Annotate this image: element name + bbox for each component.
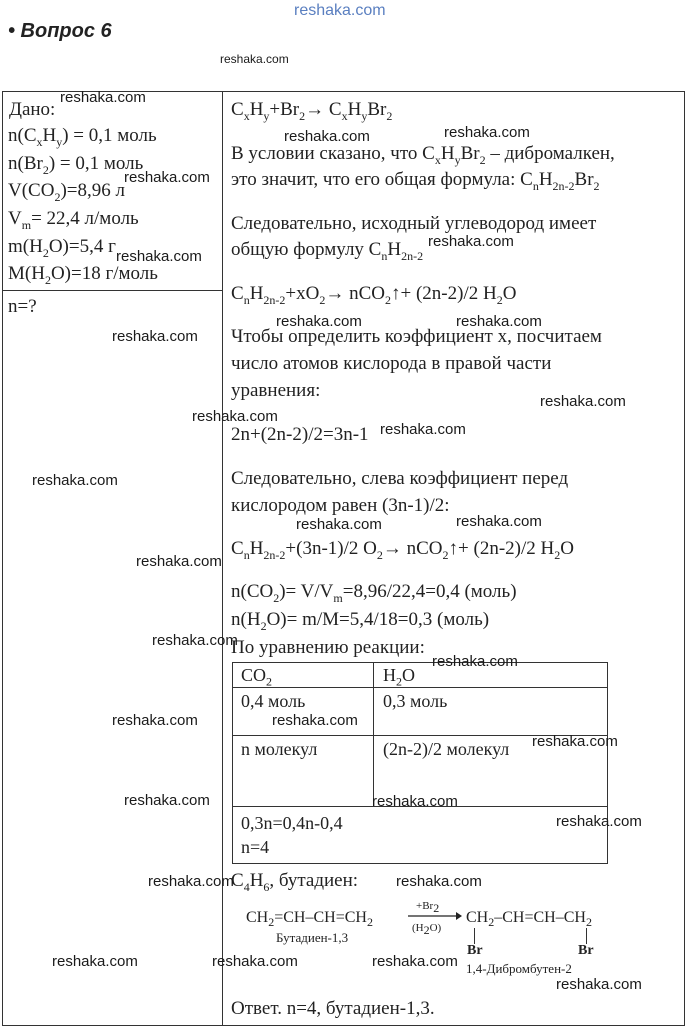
table-header: $CO_2$ — [241, 665, 273, 689]
given-line: $n(C_xH_y) = 0,1$ моль — [8, 125, 157, 149]
reaction-arrow-icon — [408, 910, 462, 922]
scheme-reactant-name: Бутадиен-1,3 — [276, 930, 349, 945]
watermark: reshaka.com — [112, 712, 198, 729]
equation-3: 2n+(2n-2)/2=3n-1 — [231, 424, 369, 445]
bromine-atom: Br — [467, 943, 483, 958]
watermark: reshaka.com — [396, 873, 482, 890]
bond-line — [586, 928, 587, 944]
watermark: reshaka.com — [220, 52, 289, 66]
table-cell: 0,4 моль — [241, 691, 306, 711]
watermark: reshaka.com — [428, 233, 514, 250]
watermark: reshaka.com — [52, 953, 138, 970]
bromine-atom: Br — [578, 943, 594, 958]
watermark: reshaka.com — [372, 953, 458, 970]
paragraph: Следовательно, слева коэффициент перед — [231, 468, 569, 489]
watermark: reshaka.com — [148, 873, 234, 890]
given-line: $m(H_2O)=5,4$ г — [8, 236, 116, 260]
paragraph: По уравнению реакции: — [231, 637, 425, 658]
table-cell: 0,3 моль — [383, 691, 448, 711]
watermark: reshaka.com — [380, 421, 466, 438]
col-divider — [373, 663, 374, 806]
watermark: reshaka.com — [112, 328, 198, 345]
watermark: reshaka.com — [532, 733, 618, 750]
watermark: reshaka.com — [456, 513, 542, 530]
given-line: $V_m= 22,4$ л/моль — [8, 208, 139, 232]
equation-2: $C_nH_{2n-2}+xO_2\to$ nCO$_2$↑+ (2n-2)/2 $H_2O$ — [231, 283, 517, 307]
watermark: reshaka.com — [152, 632, 238, 649]
table-cell: n=4 — [241, 837, 270, 857]
watermark: reshaka.com — [116, 248, 202, 265]
answer: Ответ. n=4, бутадиен-1,3. — [231, 998, 435, 1019]
given-line: $M(H_2O)=18$ г/моль — [8, 263, 158, 287]
bond-line — [474, 928, 475, 944]
watermark: reshaka.com — [444, 124, 530, 141]
scheme-condition: $(H_2O)$ — [412, 922, 442, 938]
equation-4: $C_nH_{2n-2}+(3n-1)/2$ $O_2\to$ nCO$_2$↑+ (2n-2)/2 $H_2O$ — [231, 538, 574, 562]
watermark: reshaka.com — [432, 653, 518, 670]
watermark: reshaka.com — [212, 953, 298, 970]
table-cell: 0,3n=0,4n-0,4 — [241, 813, 343, 833]
given-line: $V(CO_2)=8,96$ л — [8, 180, 125, 204]
ratio-table — [232, 662, 608, 864]
watermark: reshaka.com — [556, 976, 642, 993]
row-divider — [233, 687, 607, 688]
scheme-reactant: $CH_2=CH-CH=CH_2$ — [246, 909, 373, 930]
watermark: reshaka.com — [456, 313, 542, 330]
given-line: $n(Br_2) = 0,1$ моль — [8, 153, 144, 177]
watermark: reshaka.com — [136, 553, 222, 570]
paragraph: $C_4H_6$, бутадиен: — [231, 870, 359, 894]
paragraph: В условии сказано, что $C_xH_yBr_2$ – дибромалкен, — [231, 143, 615, 167]
given-divider — [2, 290, 222, 291]
calculation: $n(H_2O)= m/M=5,4/18=0,3$ (моль) — [231, 609, 490, 633]
watermark: reshaka.com — [556, 813, 642, 830]
watermark: reshaka.com — [192, 408, 278, 425]
paragraph: число атомов кислорода в правой части — [231, 353, 552, 374]
paragraph: Следовательно, исходный углеводород имеет — [231, 213, 597, 234]
calculation: $n(CO_2)= V/V_m=8,96/22,4=0,4$ (моль) — [231, 581, 517, 605]
find-label: n=? — [8, 296, 37, 317]
scheme-reagent: $+Br_2$ — [416, 900, 440, 916]
paragraph: общую формулу $C_nH_{2n-2}$ — [231, 239, 424, 263]
watermark: reshaka.com — [124, 792, 210, 809]
scheme-product: $CH_2-CH=CH-CH_2$ — [466, 909, 592, 930]
watermark: reshaka.com — [272, 712, 358, 729]
given-label: Дано: — [9, 99, 56, 120]
watermark: reshaka.com — [296, 516, 382, 533]
watermark: reshaka.com — [60, 89, 146, 106]
equation-1: $C_xH_y+Br_2\to C_xH_yBr_2$ — [231, 99, 393, 123]
table-header: $H_2O$ — [383, 665, 415, 689]
watermark: reshaka.com — [32, 472, 118, 489]
paragraph: это значит, что его общая формула: $C_nH_{2n-2}Br_2$ — [231, 169, 600, 193]
question-title: • Вопрос 6 — [8, 20, 112, 42]
paragraph: уравнения: — [231, 380, 321, 401]
watermark: reshaka.com — [294, 2, 386, 19]
table-cell: (2n-2)/2 молекул — [383, 739, 510, 759]
scheme-product-name: 1,4-Дибромбутен-2 — [466, 961, 572, 976]
watermark: reshaka.com — [372, 793, 458, 810]
watermark: reshaka.com — [276, 313, 362, 330]
watermark: reshaka.com — [124, 169, 210, 186]
watermark: reshaka.com — [284, 128, 370, 145]
watermark: reshaka.com — [540, 393, 626, 410]
paragraph: Чтобы определить коэффициент x, посчитаем — [231, 326, 602, 347]
paragraph: кислородом равен (3n-1)/2: — [231, 495, 450, 516]
table-cell: n молекул — [241, 739, 318, 759]
